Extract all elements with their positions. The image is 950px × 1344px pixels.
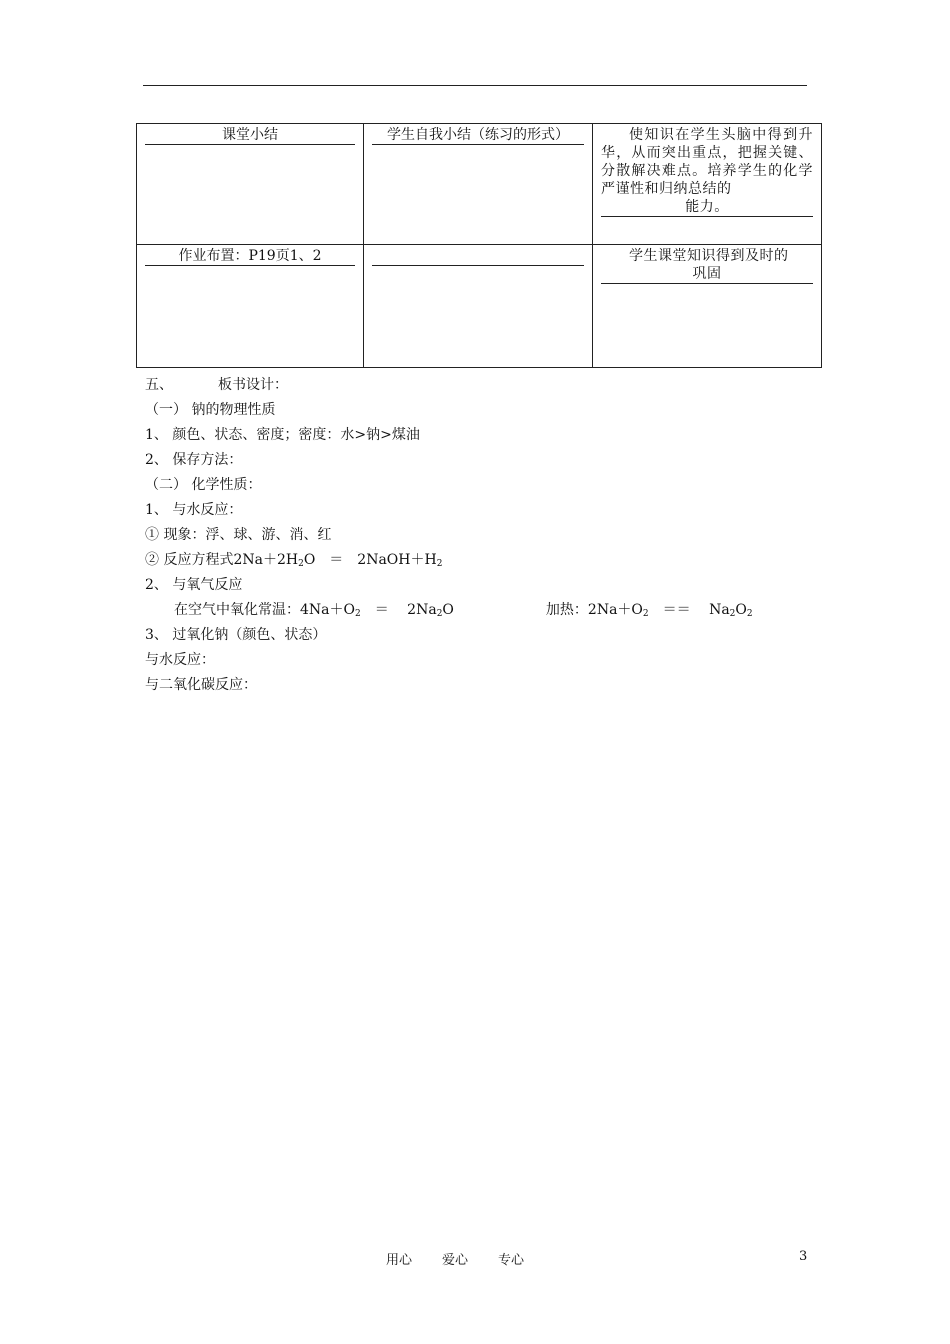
table-cell [364,124,593,245]
cell-consolidate-text: 学生课堂知识得到及时的 巩固 [601,247,813,284]
cell-summary-title: 课堂小结 [145,126,355,145]
list-item: ① 现象：浮、球、游、消、红 [145,527,332,543]
cell-student-summary: 学生自我小结（练习的形式） [372,126,584,145]
board-design [145,373,825,698]
section-heading: 五、 板书设计： [145,377,288,393]
table-row [137,124,822,245]
table-cell [593,245,822,368]
list-item: 与二氧化碳反应： [145,677,257,693]
table-cell [364,245,593,368]
page-footer [0,1249,950,1269]
list-item: 3、 过氧化钠（颜色、状态） [145,627,327,643]
cell-empty [372,247,584,266]
cell-homework: 作业布置：P19页1、2 [145,247,355,266]
list-item: 1、 颜色、状态、密度；密度：水>钠>煤油 [145,427,420,443]
table-cell [137,124,364,245]
list-item: 1、 与水反应： [145,502,243,518]
table-cell [137,245,364,368]
equation-line: 在空气中氧化常温：$4Na+O_2$ ＝ $2Na_2O$ 加热：$2Na+O_2$ ＝＝ $Na_2O_2$ [174,602,753,619]
lesson-plan-table [136,123,822,368]
table-cell [593,124,822,245]
list-item: 2、 与氧气反应 [145,577,243,593]
table-row [137,245,822,368]
cell-purpose-text: 使知识在学生头脑中得到升华，从而突出重点，把握关键、分散解决难点。培养学生的化学严谨性和归纳总结的 能力。 [601,127,813,215]
list-item: 2、 保存方法： [145,452,243,468]
footer-motto: 用心 爱心 专心 [386,1253,525,1268]
list-item: 与水反应： [145,652,215,668]
page-number: 3 [799,1249,808,1264]
list-item: （二） 化学性质： [145,477,262,493]
list-item: （一） 钠的物理性质 [145,402,276,418]
header-rule [143,85,807,86]
equation-line: ② 反应方程式$2Na+2H_2O$ ＝ $2NaOH+H_2$ [145,552,443,569]
